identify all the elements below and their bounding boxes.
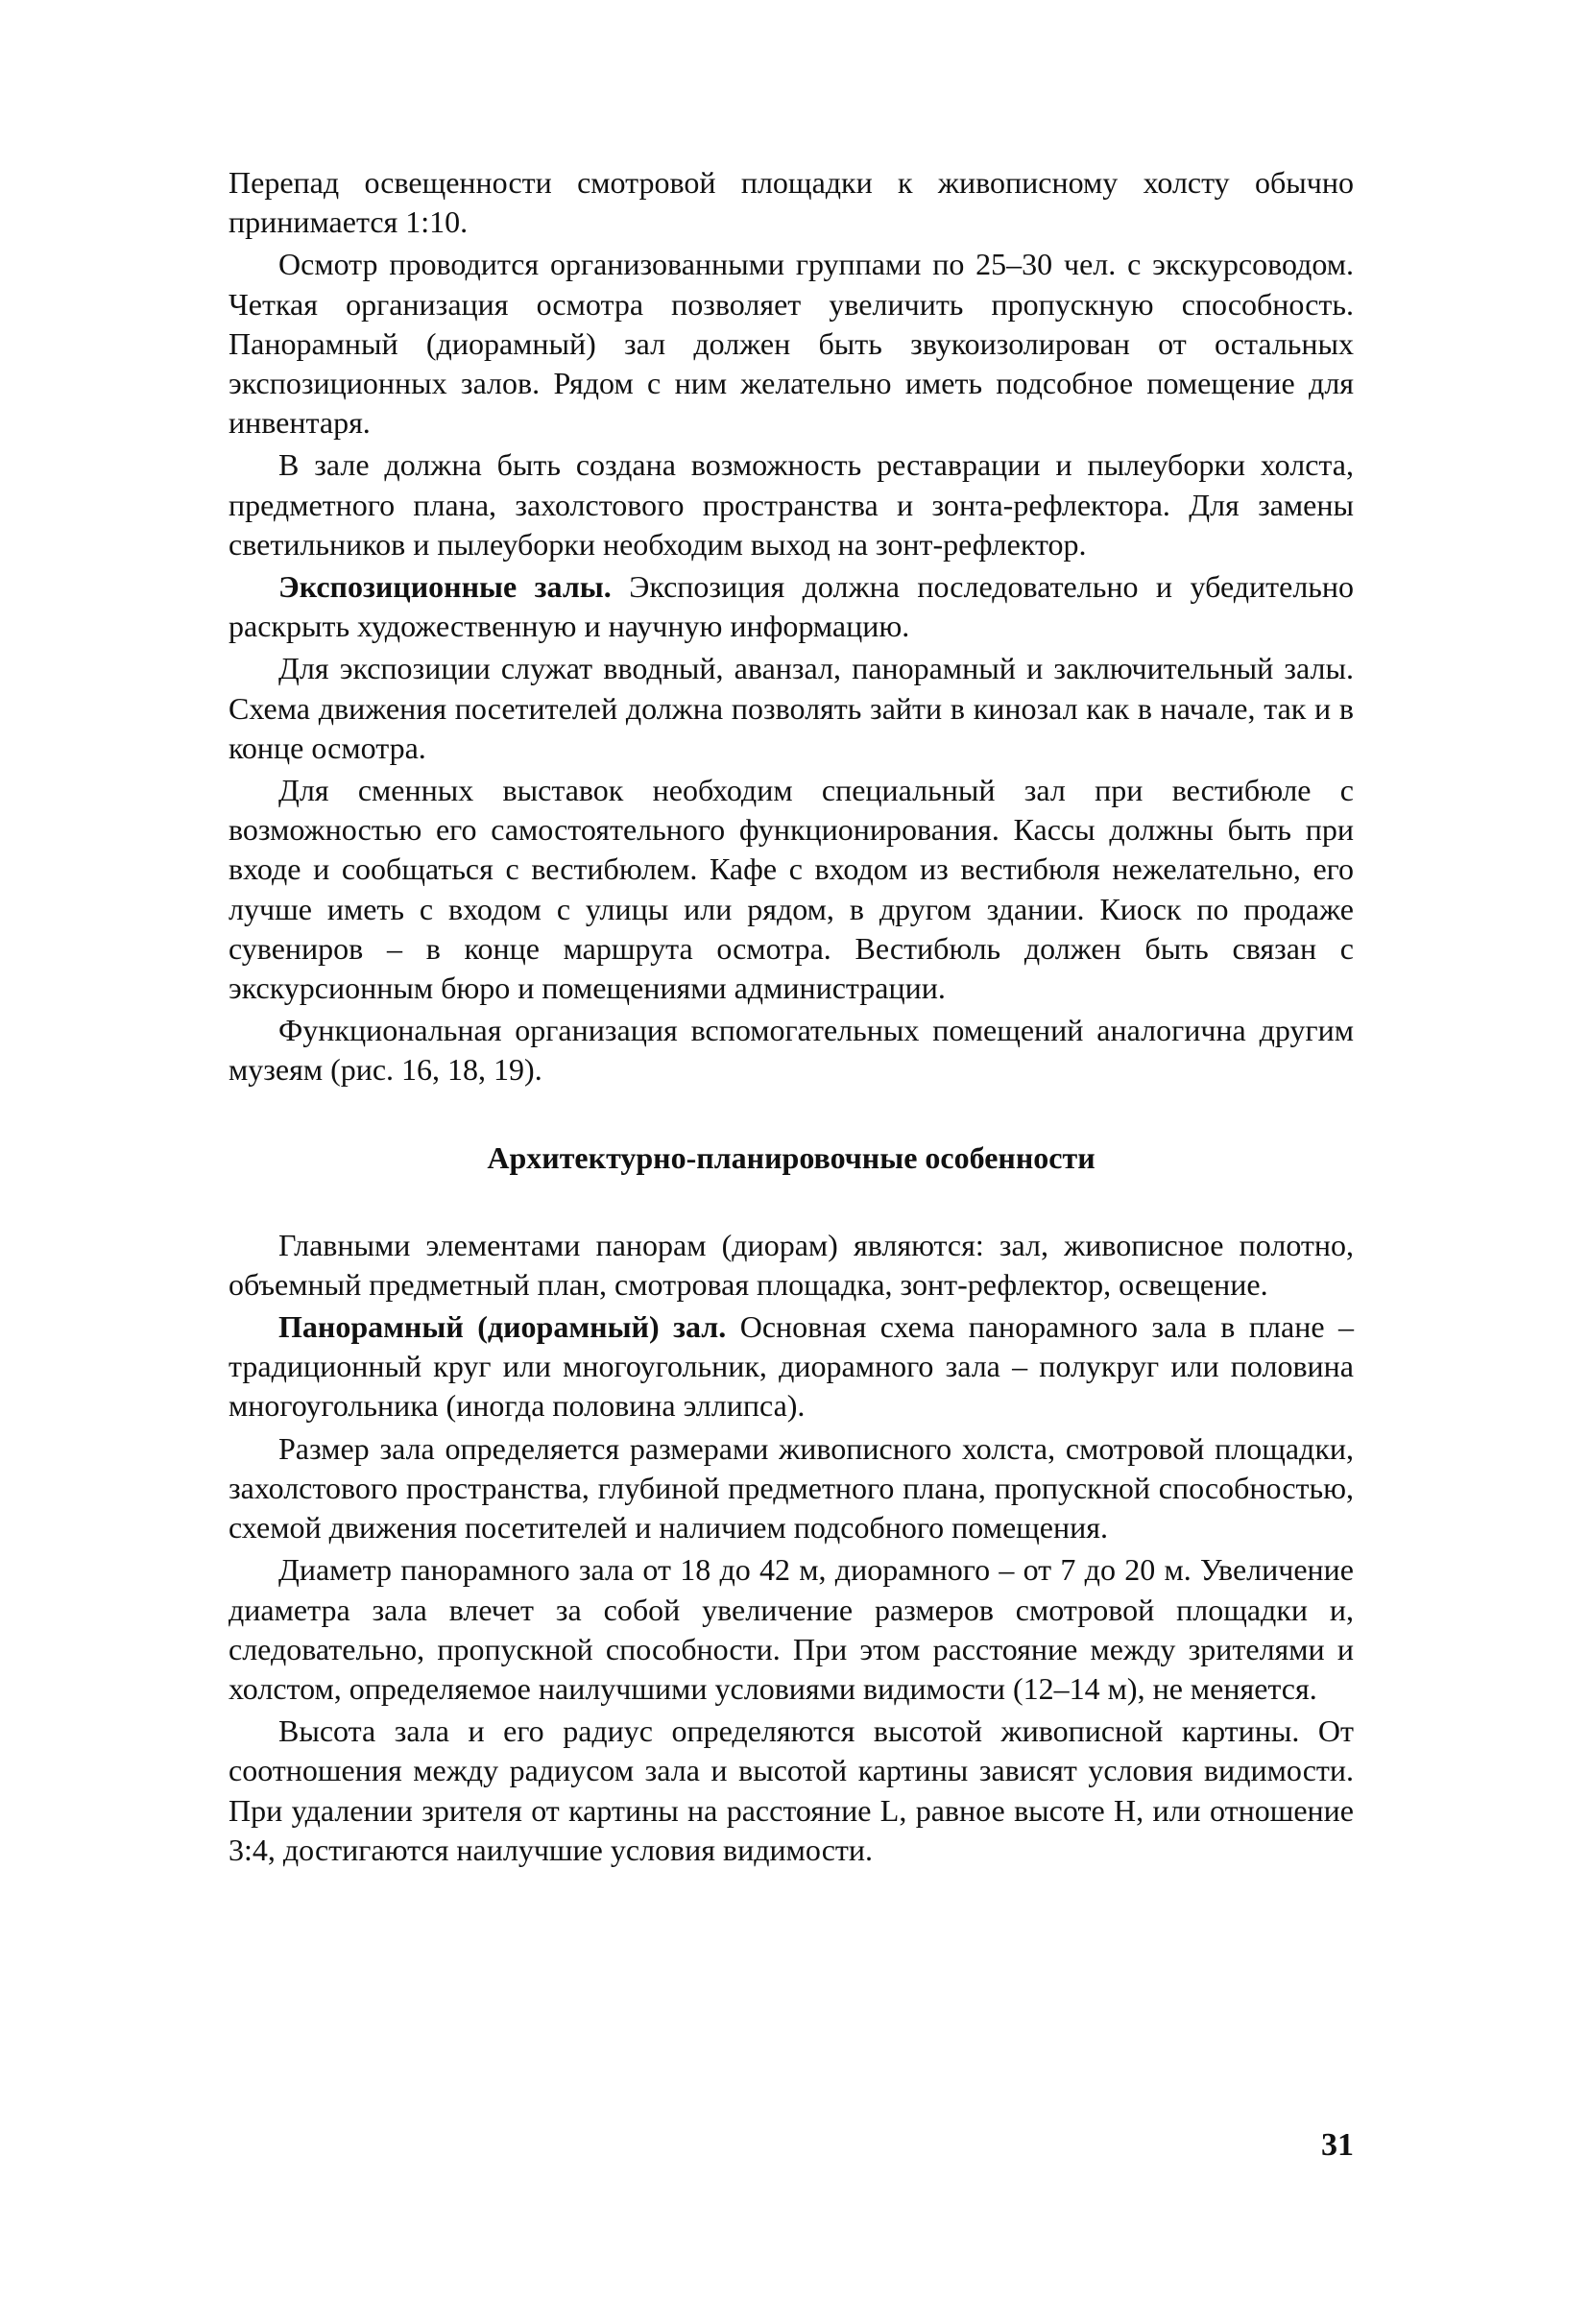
paragraph — [229, 649, 1354, 768]
paragraph-text: Перепад освещенности смотровой площадки к живописному холсту обычно принимается 1:10. — [229, 165, 1354, 240]
paragraph-text: Размер зала определяется размерами живописного холста, смотровой площадки, захолстового пространства, глубиной предметного плана, пропускной способностью, схемой движения посетителей и наличием подсобного помещения. — [229, 1430, 1354, 1545]
paragraph — [229, 1712, 1354, 1870]
paragraph-text: Высота зала и его радиус определяются высотой живописной картины. От соотношения между радиусом зала и высотой картины зависят условия видимости. При удалении зрителя от картины на расстояние L, равное высоте H, или отношение 3:4, достигаются наилучшие условия видимости. — [229, 1713, 1354, 1867]
paragraph — [229, 1011, 1354, 1090]
paragraph — [229, 1307, 1354, 1426]
paragraph-text: Главными элементами панорам (диорам) являются: зал, живописное полотно, объемный предметный план, смотровая площадка, зонт-рефлектор, освещение. — [229, 1227, 1354, 1302]
paragraph — [229, 567, 1354, 646]
paragraph — [229, 1550, 1354, 1709]
paragraph — [229, 245, 1354, 443]
paragraph — [229, 1226, 1354, 1305]
section-heading: Архитектурно-планировочные особенности — [487, 1139, 1095, 1175]
paragraph-text: В зале должна быть создана возможность реставрации и пылеуборки холста, предметного плана, захолстового пространства и зонта-рефлектора. Для замены светильников и пылеуборки необходим выход на зонт-рефлектор. — [229, 447, 1354, 562]
paragraph-text: Для экспозиции служат вводный, аванзал, панорамный и заключительный залы. Схема движения посетителей должна позволять зайти в кинозал как в начале, так и в конце осмотра. — [229, 651, 1354, 765]
paragraph-lead: Панорамный (диорамный) зал. — [278, 1309, 727, 1345]
paragraph-text: Диаметр панорамного зала от 18 до 42 м, диорамного – от 7 до 20 м. Увеличение диаметра зала влечет за собой увеличение размеров смотровой площадки и, следовательно, пропускной способности. При этом расстояние между зрителями и холстом, определяемое наилучшими условиями видимости (12–14 м), не меняется. — [229, 1552, 1354, 1706]
paragraph — [229, 163, 1354, 242]
paragraph — [229, 1429, 1354, 1548]
paragraph-text: Осмотр проводится организованными группами по 25–30 чел. с экскурсоводом. Четкая организация осмотра позволяет увеличить пропускную способность. Панорамный (диорамный) зал должен быть звукоизолирован от остальных экспозиционных залов. Рядом с ним желательно иметь подсобное помещение для инвентаря. — [229, 247, 1354, 441]
page-body — [229, 163, 1354, 1870]
paragraph-text: Экспозиция должна последовательно и убедительно раскрыть художественную и научную информацию. — [229, 569, 1355, 644]
paragraph-text: Функциональная организация вспомогательных помещений аналогична другим музеям (рис. 16, 18, 19). — [229, 1013, 1354, 1088]
paragraph-lead: Экспозиционные залы. — [278, 569, 612, 605]
paragraph-text: Для сменных выставок необходим специальный зал при вестибюле с возможностью его самостоятельного функционирования. Кассы должны быть при входе и сообщаться с вестибюлем. Кафе с входом из вестибюля нежелательно, его лучше иметь с входом с улицы или рядом, в другом здании. Киоск по продаже сувениров – в конце маршрута осмотра. Вестибюль должен быть связан с экскурсионным бюро и помещениями администрации. — [229, 773, 1354, 1006]
paragraph-text: Основная схема панорамного зала в плане – традиционный круг или многоугольник, диорамного зала – полукруг или половина многоугольника (иногда половина эллипса). — [229, 1309, 1355, 1424]
paragraph — [229, 445, 1354, 564]
paragraph — [229, 771, 1354, 1008]
page-number: 31 — [1321, 2127, 1354, 2163]
